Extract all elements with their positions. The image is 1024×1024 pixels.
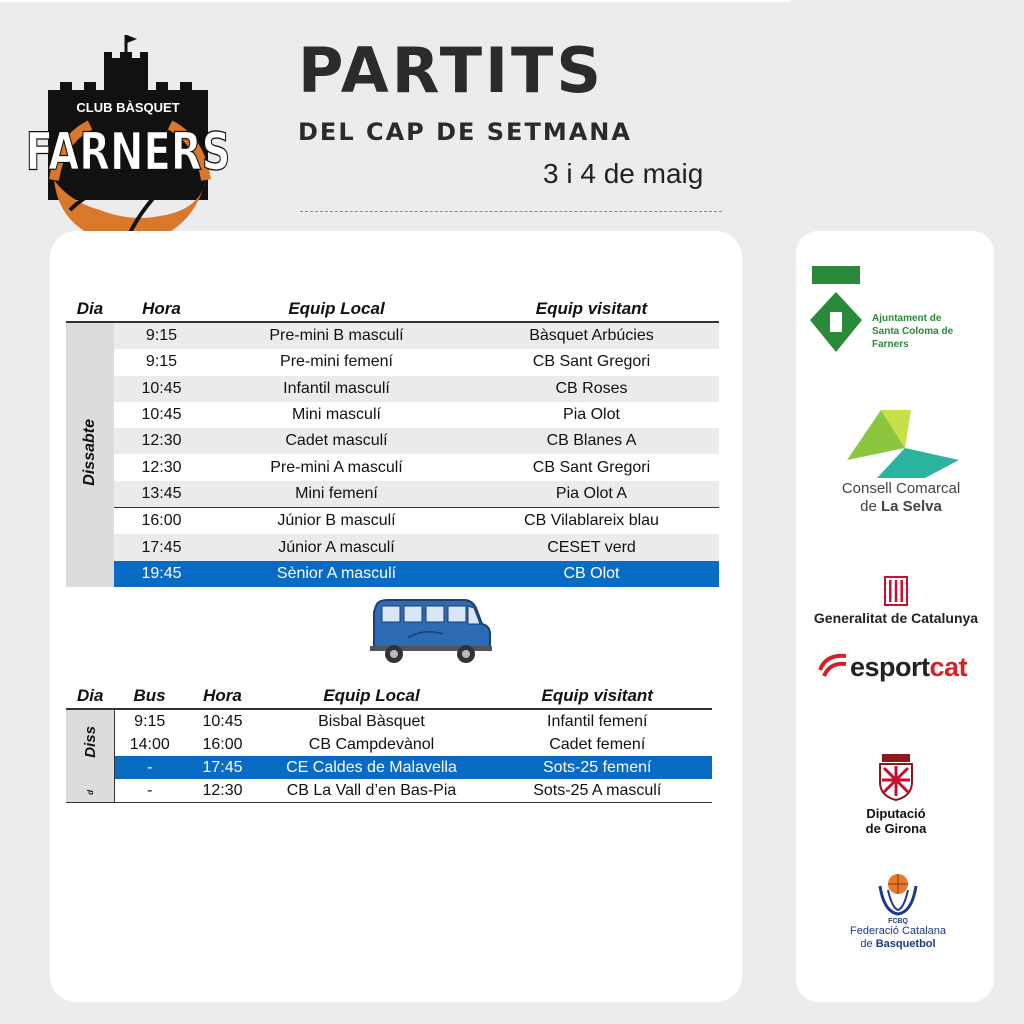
day-label-small: d xyxy=(85,789,95,795)
cell-visitant: Sots-25 femení xyxy=(483,756,713,779)
cell-local: Pre-mini B masculí xyxy=(209,322,464,349)
table-header-row xyxy=(66,297,719,322)
cell-local: Pre-mini A masculí xyxy=(270,458,403,476)
fcbq-line1: Federació Catalana xyxy=(849,925,946,937)
cell-hora: 17:45 xyxy=(114,534,209,560)
cell-hora: 19:45 xyxy=(114,561,209,587)
cell-local: Mini femení xyxy=(209,481,464,508)
sponsor-diputacio xyxy=(836,752,956,842)
cell-local: Sènior A masculí xyxy=(209,561,464,587)
header-local: Equip Local xyxy=(261,684,483,709)
esportcat-icon xyxy=(816,650,850,684)
fcbq-abbr: FCBQ xyxy=(888,918,908,925)
cat-word: cat xyxy=(929,652,968,682)
table-row xyxy=(66,733,712,756)
header-hora: Hora xyxy=(114,297,209,322)
table-row xyxy=(66,349,719,375)
cell-hora: 9:15 xyxy=(145,353,178,371)
cell-visitant: Bàsquet Arbúcies xyxy=(464,322,719,349)
esport-word: esport xyxy=(850,652,930,682)
date-label: 3 i 4 de maig xyxy=(543,158,704,189)
cell-visitant: CB Vilablareix blau xyxy=(464,508,719,535)
cell-visitant: Sots-25 A masculí xyxy=(483,779,713,803)
bus-icon xyxy=(368,598,494,664)
table-row-highlighted xyxy=(66,756,712,779)
fcbq-ball-icon xyxy=(876,872,920,918)
cell-local: CB La Vall d’en Bas-Pia xyxy=(261,779,483,803)
cell-hora: 16:00 xyxy=(114,508,209,535)
cell-local: Mini masculí xyxy=(292,406,381,424)
table-row xyxy=(66,376,719,402)
sponsor-generalitat xyxy=(806,576,986,628)
header-visitant: Equip visitant xyxy=(483,684,713,709)
castle-logo-icon xyxy=(25,30,231,255)
cell-hora: 16:00 xyxy=(202,735,243,753)
cell-local: CE Caldes de Malavella xyxy=(261,756,483,779)
cell-hora: 13:45 xyxy=(114,481,209,508)
logo-line2: FARNERS xyxy=(25,121,231,182)
table-row xyxy=(66,481,719,508)
cell-local: Cadet masculí xyxy=(209,428,464,454)
table-row xyxy=(66,454,719,480)
diputacio-line2: de Girona xyxy=(865,821,927,836)
cell-visitant: CB Roses xyxy=(464,376,719,402)
table-row xyxy=(66,779,712,803)
cell-hora: 10:45 xyxy=(114,376,209,402)
day-cell xyxy=(66,322,114,587)
generalitat-icon xyxy=(884,576,908,606)
cell-visitant: Cadet femení xyxy=(549,735,646,753)
divider xyxy=(300,211,722,212)
header-dia: Dia xyxy=(66,297,114,322)
cell-hora: 12:30 xyxy=(141,458,182,476)
cell-local: Bisbal Bàsquet xyxy=(318,712,425,730)
table-row-highlighted xyxy=(66,561,719,587)
cell-bus: - xyxy=(115,779,185,803)
cell-local: CB Campdevànol xyxy=(308,735,435,753)
generalitat-label: Generalitat de Catalunya xyxy=(813,610,979,626)
header-visitant: Equip visitant xyxy=(464,297,719,322)
ajuntament-line1: Ajuntament de xyxy=(872,313,942,324)
table-row xyxy=(66,709,712,733)
cell-visitant: CB Sant Gregori xyxy=(532,353,651,371)
diputacio-line1: Diputació xyxy=(866,806,926,821)
cell-visitant: Infantil femení xyxy=(547,712,648,730)
cell-visitant: Pia Olot A xyxy=(464,481,719,508)
day-cell xyxy=(66,709,115,779)
cell-hora: 17:45 xyxy=(185,756,261,779)
cell-visitant: CB Olot xyxy=(464,561,719,587)
fcbq-line2b: Basquetbol xyxy=(875,938,936,950)
table-row xyxy=(66,322,719,349)
header-dia: Dia xyxy=(66,684,115,709)
cell-bus: 9:15 xyxy=(134,712,166,730)
consell-shape-icon xyxy=(841,408,961,480)
consell-line2a: de xyxy=(860,498,881,515)
consell-line1: Consell Comarcal xyxy=(841,480,961,497)
sponsor-esportcat xyxy=(816,650,986,686)
cell-bus: - xyxy=(115,756,185,779)
ajuntament-shield-icon xyxy=(806,264,866,354)
day-cell xyxy=(66,779,115,803)
away-games-table xyxy=(66,684,712,803)
fcbq-line2a: de xyxy=(860,938,876,950)
cell-hora: 10:45 xyxy=(202,712,243,730)
cell-hora: 10:45 xyxy=(141,406,182,424)
cell-visitant: Pia Olot xyxy=(563,406,620,424)
day-label: Dissabte xyxy=(81,419,98,486)
cell-local: Infantil masculí xyxy=(209,376,464,402)
cell-visitant: CB Sant Gregori xyxy=(532,458,651,476)
home-games-table xyxy=(66,297,719,587)
cell-visitant: CESET verd xyxy=(464,534,719,560)
cell-hora: 12:30 xyxy=(185,779,261,803)
table-row xyxy=(66,508,719,535)
table-row xyxy=(66,428,719,454)
page-subtitle: DEL CAP DE SETMANA xyxy=(298,118,632,146)
table-row xyxy=(66,534,719,560)
club-logo xyxy=(25,30,231,255)
header-local: Equip Local xyxy=(209,297,464,322)
sponsor-fcbq xyxy=(838,872,958,962)
ajuntament-line2: Santa Coloma de Farners xyxy=(872,326,954,350)
day-label: Diss xyxy=(81,726,99,758)
diputacio-shield-icon xyxy=(874,752,918,802)
page-title: PARTITS xyxy=(298,34,604,107)
cell-bus: 14:00 xyxy=(129,735,170,753)
cell-local: Júnior B masculí xyxy=(209,508,464,535)
sponsor-ajuntament xyxy=(806,264,992,354)
logo-line1: CLUB BÀSQUET xyxy=(76,100,180,115)
header-bus: Bus xyxy=(115,684,185,709)
table-row xyxy=(66,402,719,428)
header-hora: Hora xyxy=(185,684,261,709)
consell-line2b: La Selva xyxy=(880,498,942,515)
cell-hora: 9:15 xyxy=(114,322,209,349)
cell-local: Pre-mini femení xyxy=(280,353,393,371)
top-strip xyxy=(0,0,790,2)
cell-visitant: CB Blanes A xyxy=(464,428,719,454)
sponsor-consell xyxy=(836,408,966,528)
table-header-row xyxy=(66,684,712,709)
cell-local: Júnior A masculí xyxy=(209,534,464,560)
cell-hora: 12:30 xyxy=(114,428,209,454)
